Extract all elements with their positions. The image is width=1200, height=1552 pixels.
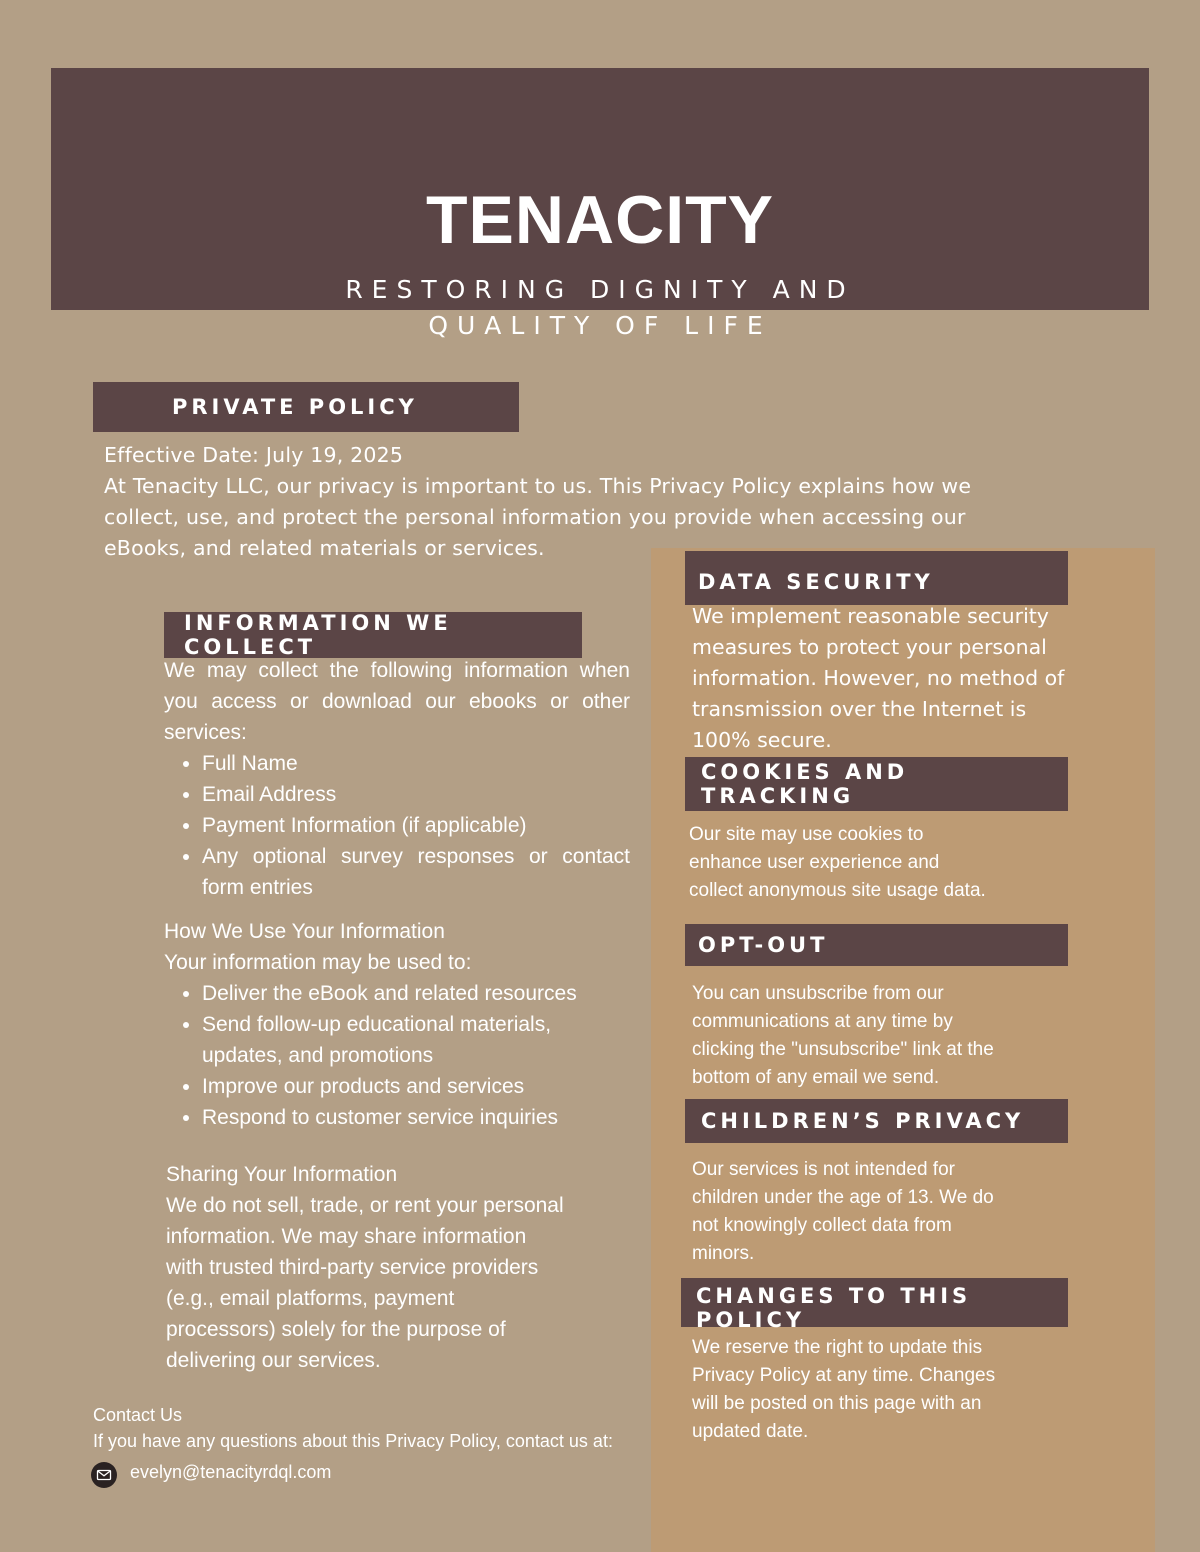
list-item: • Deliver the eBook and related resources: [202, 978, 580, 1009]
section-heading-private-policy: [93, 382, 519, 432]
sharing-line: delivering our services.: [166, 1349, 381, 1372]
children-line: children under the age of 13. We do: [692, 1187, 994, 1208]
optout-text: [692, 980, 1052, 1092]
security-text: [692, 601, 1092, 756]
intro-line-1: At Tenacity LLC, our privacy is important to us. This Privacy Policy explains how we: [104, 474, 972, 498]
collect-list: [164, 748, 630, 903]
collect-section: [164, 655, 630, 903]
children-line: Our services is not intended for: [692, 1159, 955, 1180]
private-policy-title: PRIVATE POLICY: [172, 395, 418, 419]
contact-email-link[interactable]: evelyn@tenacityrdql.com: [130, 1462, 332, 1482]
tagline-line-2: QUALITY OF LIFE: [428, 311, 772, 340]
contact-text: If you have any questions about this Privacy Policy, contact us at:: [93, 1431, 613, 1451]
optout-line: You can unsubscribe from our: [692, 983, 944, 1004]
section-heading-data-security: [685, 551, 1068, 605]
children-line: not knowingly collect data from: [692, 1215, 952, 1236]
section-heading-opt-out: [685, 924, 1068, 966]
changes-line: We reserve the right to update this: [692, 1337, 983, 1358]
sharing-line: We do not sell, trade, or rent your personal: [166, 1194, 564, 1217]
header-banner: [51, 68, 1149, 340]
optout-line: bottom of any email we send.: [692, 1067, 940, 1088]
list-item: • Email Address: [202, 779, 630, 810]
list-item: • Payment Information (if applicable): [202, 810, 630, 841]
sharing-title: Sharing Your Information: [166, 1163, 398, 1186]
contact-section: [93, 1402, 653, 1454]
use-section: [164, 916, 630, 1133]
security-line: We implement reasonable security: [692, 604, 1049, 628]
section-heading-cookies: [685, 757, 1068, 811]
list-item: • Send follow-up educational materials, updates, and promotions: [202, 1009, 580, 1071]
cookies-text: [689, 821, 1049, 905]
collect-intro: We may collect the following information when you access or download our ebooks or other services:: [164, 659, 630, 744]
collect-title: INFORMATION WE COLLECT: [184, 611, 452, 659]
optout-line: communications at any time by: [692, 1011, 953, 1032]
changes-text: [692, 1334, 1052, 1446]
sharing-section: [166, 1159, 632, 1376]
use-intro: Your information may be used to:: [164, 951, 472, 974]
sharing-line: with trusted third-party service providers: [166, 1256, 539, 1279]
sharing-line: processors) solely for the purpose of: [166, 1318, 506, 1341]
children-text: [692, 1156, 1052, 1268]
list-item: • Improve our products and services: [202, 1071, 580, 1102]
list-item: • Full Name: [202, 748, 630, 779]
brand-title: TENACITY: [426, 182, 774, 258]
children-title: CHILDREN’S PRIVACY: [701, 1109, 1025, 1133]
section-heading-changes: [681, 1278, 1068, 1332]
changes-line: updated date.: [692, 1421, 809, 1442]
tagline: [51, 272, 1149, 344]
security-line: transmission over the Internet is: [692, 697, 1027, 721]
list-item: • Respond to customer service inquiries: [202, 1102, 580, 1133]
use-title: How We Use Your Information: [164, 920, 445, 943]
cookies-line: collect anonymous site usage data.: [689, 880, 986, 901]
children-line: minors.: [692, 1243, 755, 1264]
section-heading-information-we-collect: [164, 612, 582, 658]
security-line: information. However, no method of: [692, 666, 1065, 690]
sharing-line: (e.g., email platforms, payment: [166, 1287, 455, 1310]
cookies-title: COOKIES AND TRACKING: [701, 760, 909, 808]
mail-icon: [91, 1462, 117, 1488]
changes-title: CHANGES TO THIS POLICY: [696, 1283, 972, 1332]
cookies-line: enhance user experience and: [689, 852, 940, 873]
cookies-line: Our site may use cookies to: [689, 824, 924, 845]
optout-title: OPT-OUT: [698, 933, 829, 957]
changes-line: Privacy Policy at any time. Changes: [692, 1365, 996, 1386]
optout-line: clicking the "unsubscribe" link at the: [692, 1039, 994, 1060]
tagline-line-1: RESTORING DIGNITY AND: [345, 275, 855, 304]
changes-line: will be posted on this page with an: [692, 1393, 982, 1414]
intro-line-2: collect, use, and protect the personal information you provide when accessing our: [104, 505, 966, 529]
security-line: measures to protect your personal: [692, 635, 1047, 659]
security-title: DATA SECURITY: [698, 570, 934, 594]
intro-line-3: eBooks, and related materials or services.: [104, 536, 545, 560]
list-item: • Any optional survey responses or contact form entries: [202, 841, 630, 903]
use-list: [164, 978, 630, 1133]
contact-title: Contact Us: [93, 1405, 183, 1425]
effective-date: Effective Date: July 19, 2025: [104, 443, 404, 467]
sharing-line: information. We may share information: [166, 1225, 527, 1248]
section-heading-childrens-privacy: [685, 1099, 1068, 1143]
policy-intro: [104, 440, 1004, 564]
security-line: 100% secure.: [692, 728, 832, 752]
